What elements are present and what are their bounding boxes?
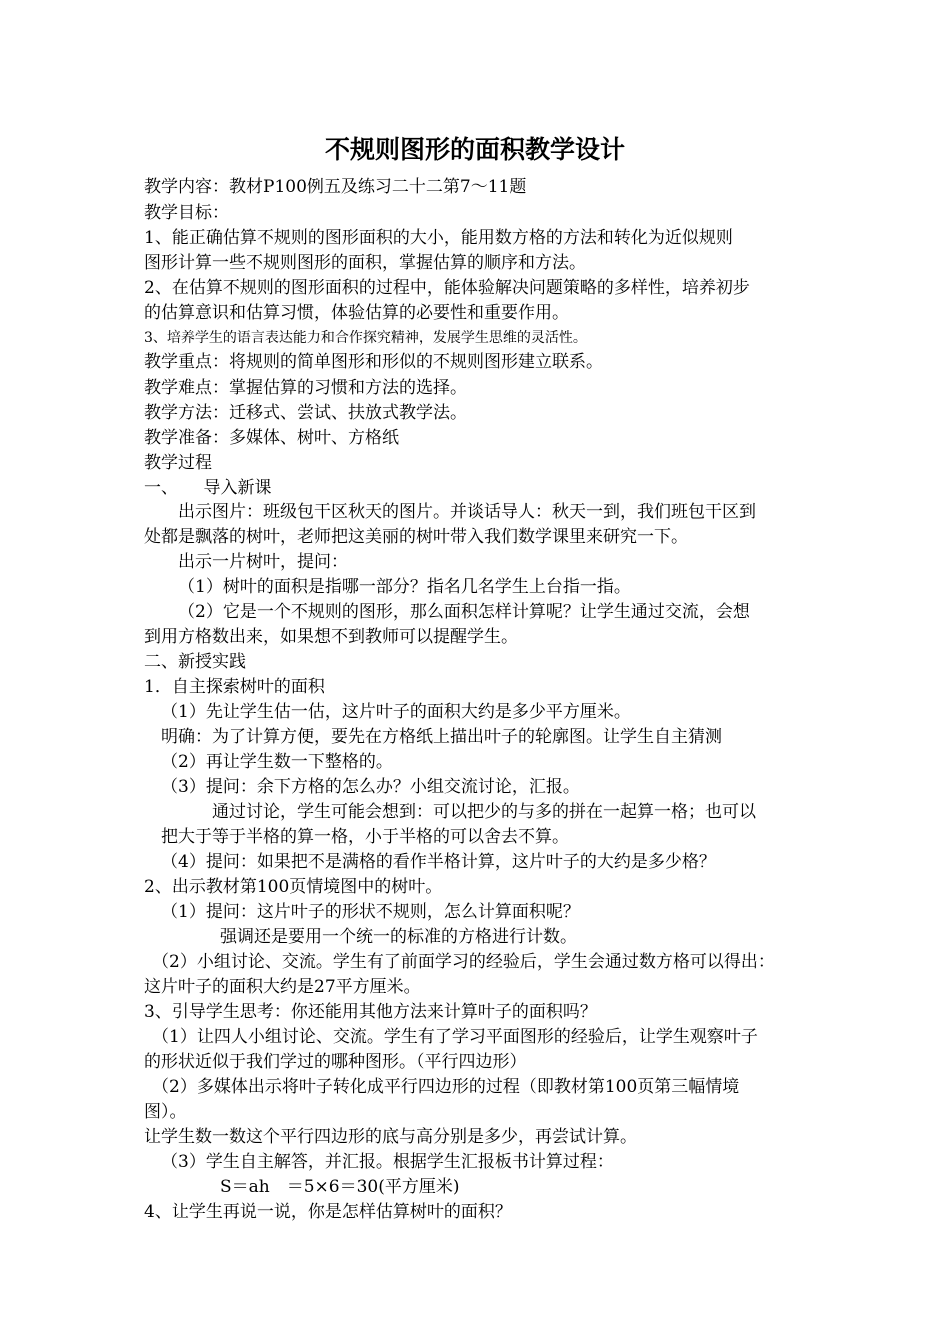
section-1-item-2-line-2: 到用方格数出来，如果想不到教师可以提醒学生。 [144,627,518,647]
subsection-2-emphasis: 强调还是要用一个统一的标准的方格进行计数。 [220,927,577,947]
area-formula: S＝ah ＝5×6＝30(平方厘米) [220,1177,460,1197]
subsection-2-item-1: （1）提问：这片叶子的形状不规则，怎么计算面积呢？ [161,902,580,922]
subsection-2-item-2-line-2: 这片叶子的面积大约是27平方厘米。 [144,977,421,997]
goal-1-line-2: 图形计算一些不规则图形的面积，掌握估算的顺序和方法。 [144,253,586,273]
subsection-3-count-instruction: 让学生数一数这个平行四边形的底与高分别是多少，再尝试计算。 [144,1127,637,1147]
subsection-1-heading: 1．自主探索树叶的面积 [144,677,325,697]
teaching-difficulty: 教学难点：掌握估算的习惯和方法的选择。 [144,378,467,398]
subsection-3-item-3: （3）学生自主解答，并汇报。根据学生汇报板书计算过程： [161,1152,614,1172]
subsection-1-item-1: （1）先让学生估一估，这片叶子的面积大约是多少平方厘米。 [161,702,631,722]
goal-1-line-1: 1、能正确估算不规则的图形面积的大小，能用数方格的方法和转化为近似规则 [144,228,733,248]
subsection-1-discussion-line-2: 把大于等于半格的算一格，小于半格的可以舍去不算。 [161,827,569,847]
teaching-content: 教学内容：教材P100例五及练习二十二第7～11题 [144,177,527,197]
goal-3: 3、培养学生的语言表达能力和合作探究精神，发展学生思维的灵活性。 [144,330,587,346]
section-1-item-1: （1）树叶的面积是指哪一部分？指名几名学生上台指一指。 [178,577,631,597]
subsection-1-clarify: 明确：为了计算方便，要先在方格纸上描出叶子的轮廓图。让学生自主猜测 [161,727,722,747]
teaching-preparation: 教学准备：多媒体、树叶、方格纸 [144,428,399,448]
section-1-para-1-line-2: 处都是飘落的树叶，老师把这美丽的树叶带入我们数学课里来研究一下。 [144,527,688,547]
subsection-3-item-2-line-2: 图）。 [144,1102,187,1122]
teaching-key-point: 教学重点：将规则的简单图形和形似的不规则图形建立联系。 [144,352,603,372]
subsection-2-item-2-line-1: （2）小组讨论、交流。学生有了前面学习的经验后，学生会通过数方格可以得出： [152,952,775,972]
subsection-1-item-2: （2）再让学生数一下整格的。 [161,752,393,772]
subsection-3-item-2-line-1: （2）多媒体出示将叶子转化成平行四边形的过程（即教材第100页第三幅情境 [152,1077,740,1097]
subsection-3-item-1-line-2: 的形状近似于我们学过的哪种图形。（平行四边形） [144,1052,527,1072]
subsection-3-heading: 3、引导学生思考：你还能用其他方法来计算叶子的面积吗？ [144,1002,597,1022]
section-1-item-2-line-1: （2）它是一个不规则的图形，那么面积怎样计算呢？让学生通过交流，会想 [178,602,750,622]
teaching-process-heading: 教学过程 [144,453,212,473]
subsection-3-item-1-line-1: （1）让四人小组讨论、交流。学生有了学习平面图形的经验后，让学生观察叶子 [152,1027,758,1047]
teaching-method: 教学方法：迁移式、尝试、扶放式教学法。 [144,403,467,423]
subsection-1-item-4: （4）提问：如果把不是满格的看作半格计算，这片叶子的大约是多少格？ [161,852,716,872]
subsection-1-discussion-line-1: 通过讨论，学生可能会想到：可以把少的与多的拼在一起算一格；也可以 [212,802,756,822]
section-2-heading: 二、新授实践 [144,652,246,672]
section-1-para-2: 出示一片树叶，提问： [178,552,348,572]
subsection-1-item-3: （3）提问：余下方格的怎么办？小组交流讨论，汇报。 [161,777,580,797]
goal-2-line-1: 2、在估算不规则的图形面积的过程中，能体验解决问题策略的多样性，培养初步 [144,278,750,298]
section-1-heading: 一、 导入新课 [144,478,272,498]
document-title: 不规则图形的面积教学设计 [324,135,625,164]
teaching-goals-heading: 教学目标： [144,203,229,223]
section-1-para-1-line-1: 出示图片：班级包干区秋天的图片。并谈话导人：秋天一到，我们班包干区到 [178,502,756,522]
subsection-2-heading: 2、出示教材第100页情境图中的树叶。 [144,877,443,897]
goal-2-line-2: 的估算意识和估算习惯，体验估算的必要性和重要作用。 [144,303,569,323]
subsection-4-heading: 4、让学生再说一说，你是怎样估算树叶的面积？ [144,1202,512,1222]
